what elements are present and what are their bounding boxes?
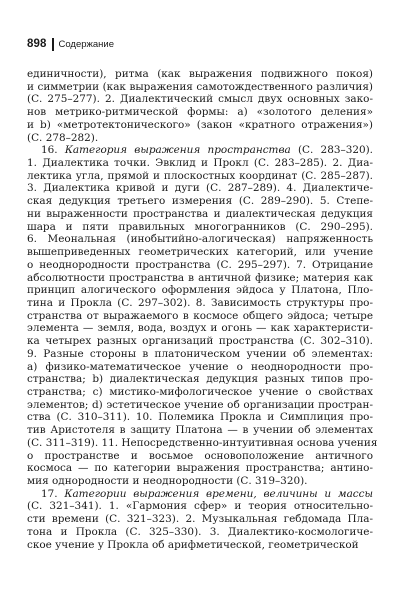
line-text: странства от выражаемого в космосе общего эйдоса; четыре [27, 309, 373, 322]
line-text: странства; b) диалектическая дедукция разных типов про- [27, 373, 373, 386]
line-text: странства; с) мистико-мифологическое учение о свойствах [27, 385, 373, 398]
line-text: ка четырех разных организаций пространства (С. 302–310). [27, 335, 373, 348]
line-text: единичности), ритма (как выражения подвижного покоя) [27, 68, 373, 80]
text-line [27, 208, 373, 221]
line-text: 3. Диалектика кривой и дуги (С. 287–289). 4. Диалектиче- [27, 182, 373, 195]
text-line [27, 488, 373, 501]
text-line [27, 526, 373, 539]
line-text: и b) «метротектонического» (закон «кратного отражения») [27, 118, 373, 131]
line-text: абсолютности пространства в античной физике; материя как [27, 271, 373, 284]
line-text: сти времени (С. 321–323). 2. Музыкальная гебдомада Пла- [27, 513, 373, 526]
running-head: Содержание [58, 38, 115, 50]
line-text: тона и Прокла (С. 325–330). 3. Диалектико-космологиче- [27, 525, 373, 538]
line-text-tail: (С. 283–320). [290, 144, 374, 157]
text-line [27, 233, 373, 246]
text-line [27, 411, 373, 424]
line-text: 9. Разные стороны в платоническом учении об элементах: [27, 347, 373, 360]
text-line [27, 195, 373, 208]
text-line [27, 450, 373, 463]
text-line [27, 259, 373, 272]
text-line [27, 221, 373, 234]
line-text: о пространстве и восьмое основоположение античного [27, 449, 373, 462]
line-text: (С. 311–319). 11. Непосредственно-интуитивная основа учения [27, 436, 378, 449]
line-text: лектика угла, прямой и плоскостных координат (С. 285–287). [27, 169, 373, 182]
line-text: а) физико-математическое учение о неоднородности про- [27, 360, 373, 373]
line-text: 1. Диалектика точки. Эвклид и Прокл (С. 283–285). 2. Диа- [27, 157, 373, 170]
text-line [27, 424, 373, 437]
text-line [27, 157, 373, 170]
line-text: вышеприведенных геометрических категорий, или учение [27, 246, 373, 259]
text-line [27, 348, 373, 361]
line-text: 6. Меональная (инобытийно-алогическая) напряженность [27, 233, 373, 246]
line-text: нов метрико-ритмической формы: а) «золотого деления» [27, 106, 373, 119]
text-line [27, 399, 373, 412]
text-line [27, 386, 373, 399]
text-line [27, 539, 373, 552]
text-line [27, 284, 373, 297]
line-text: ская дедукция третьего измерения (С. 289–290). 5. Степе- [27, 195, 373, 208]
line-text: 16. [41, 144, 65, 157]
section-title: Категории выражения времени, величины и массы [64, 487, 373, 500]
line-text: мия однородности и неоднородности (С. 319–320). [27, 475, 308, 487]
text-line [27, 132, 373, 145]
text-line [27, 322, 373, 335]
line-text: (С. 321–341). 1. «Гармония сфер» и теория относительно- [27, 500, 373, 513]
text-line [27, 373, 373, 386]
line-text: ства (С. 310–311). 10. Полемика Прокла и Симплиция про- [27, 411, 373, 424]
text-line [27, 246, 373, 259]
page-header [27, 36, 114, 52]
line-text: космоса — по категории выражения пространства; антино- [27, 462, 373, 475]
text-line [27, 119, 373, 132]
section-title: Категория выражения пространства [64, 144, 291, 157]
text-line [27, 106, 373, 119]
line-text: элементов; d) эстетическое учение об организации простран- [27, 398, 373, 411]
page-number: 898 [27, 38, 47, 50]
line-text: шара и пяти правильных многогранников (С. 290–295). [27, 220, 373, 233]
text-line [27, 361, 373, 374]
line-text: 17. [41, 487, 65, 500]
text-line [27, 272, 373, 285]
text-line [27, 68, 373, 81]
text-line [27, 335, 373, 348]
line-text: и симметрии (как выражения самотождественного различия) [27, 80, 373, 93]
text-line [27, 170, 373, 183]
text-line [27, 81, 373, 94]
text-line [27, 182, 373, 195]
header-divider [52, 38, 54, 51]
text-line [27, 310, 373, 323]
line-text: (С. 275–277). 2. Диалектический смысл двух основных зако- [27, 93, 373, 106]
line-text: принцип алогического оформления эйдоса у Платона, Пло- [27, 284, 373, 297]
text-line [27, 93, 373, 106]
text-line [27, 513, 373, 526]
line-text: (С. 278–282). [27, 131, 99, 144]
table-of-contents-text [27, 68, 378, 551]
line-text: ни выраженности пространства и диалектическая дедукция [27, 207, 373, 220]
line-text: элемента — земля, вода, воздух и огонь — как характеристи- [27, 322, 373, 335]
text-line [27, 436, 378, 450]
line-text: о неоднородности пространства (С. 295–297). 7. Отрицание [27, 258, 373, 271]
line-text: тив Аристотеля в защиту Платона — в учении об элементах [27, 424, 373, 437]
line-text: тина и Прокла (С. 297–302). 8. Зависимость структуры про- [27, 296, 373, 309]
text-line [27, 297, 373, 310]
line-text: ское учение у Прокла об арифметической, геометрической [27, 538, 359, 551]
text-line [27, 462, 373, 475]
text-line [27, 500, 373, 513]
text-line [27, 475, 373, 488]
text-line [27, 144, 373, 157]
